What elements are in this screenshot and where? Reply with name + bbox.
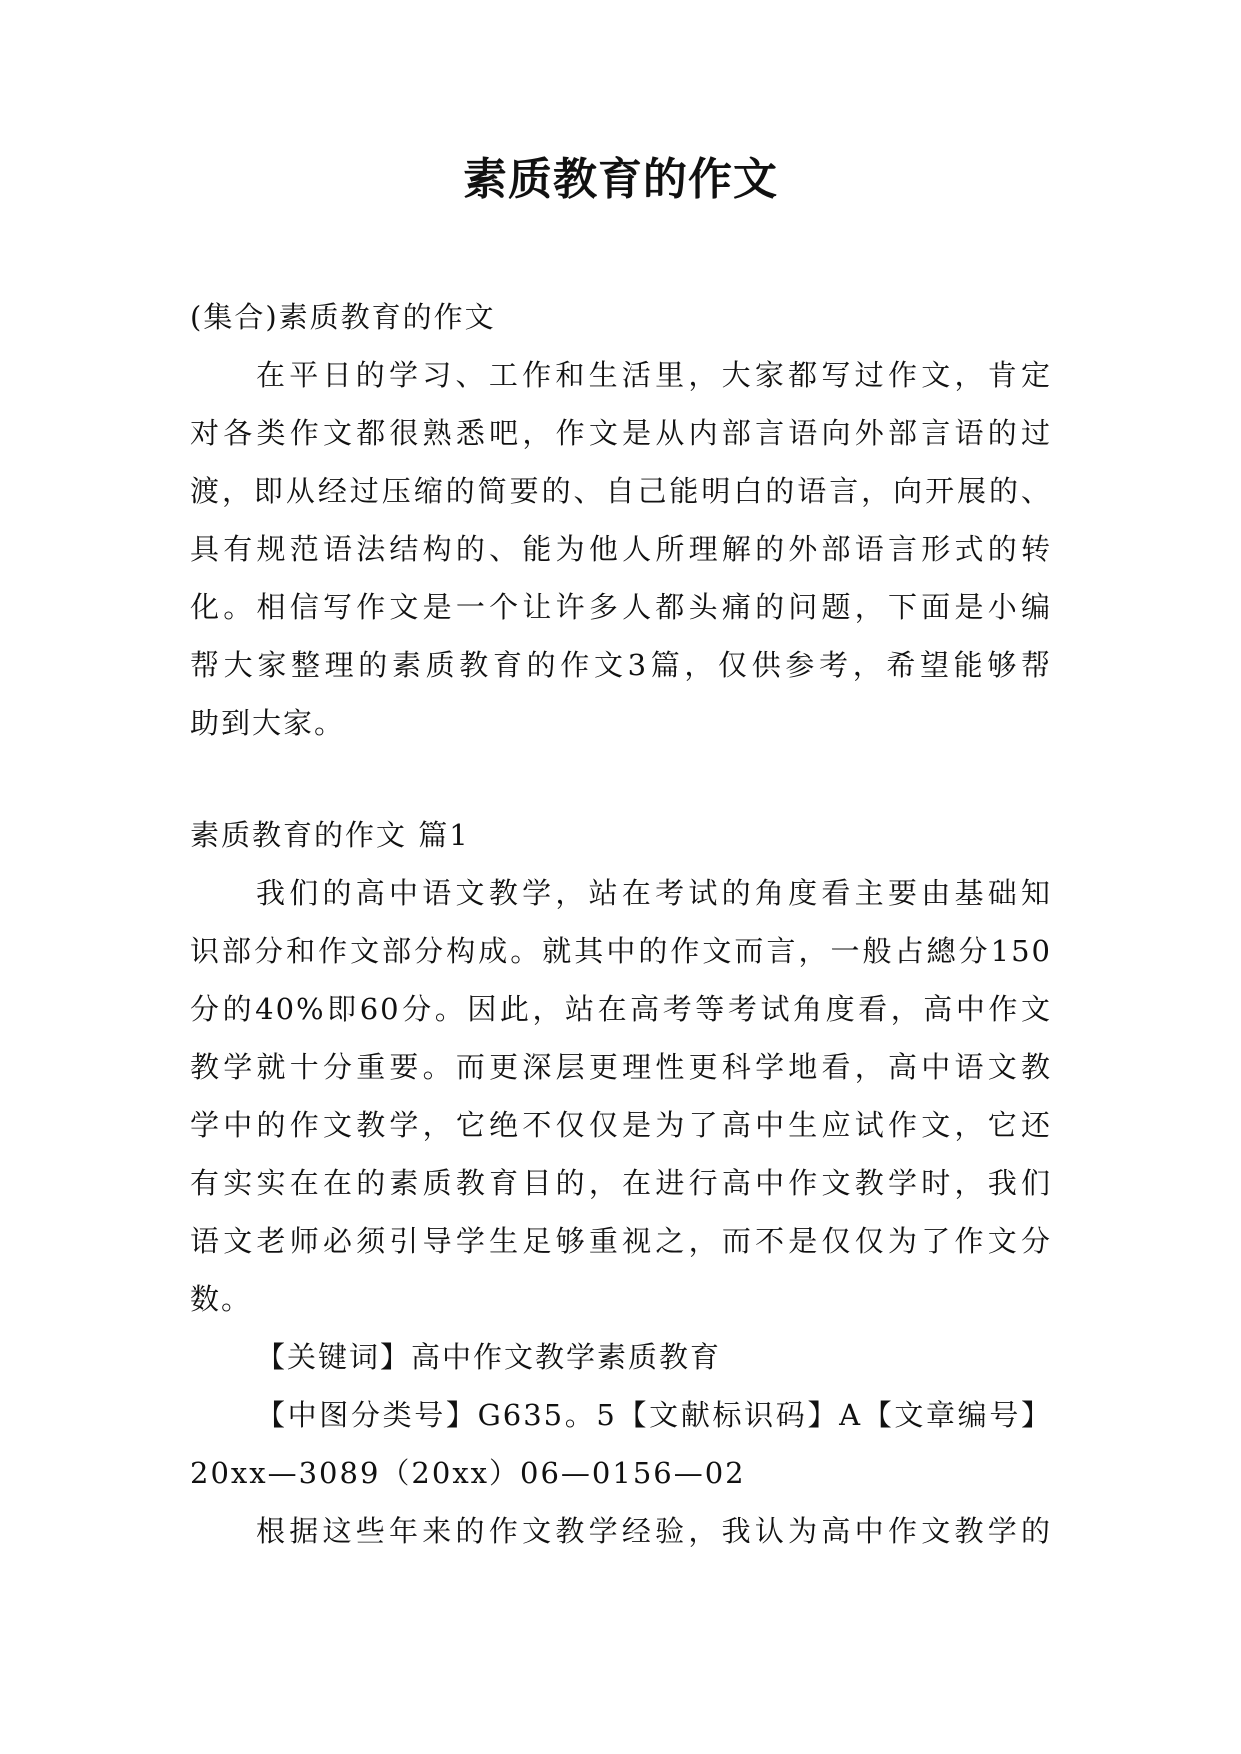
section-line: 根据这些年来的作文教学经验，我认为高中作文教学的: [256, 1514, 1052, 1548]
classification-line: 20xx—3089（20xx）06—0156—02: [190, 1456, 746, 1490]
intro-line: 对各类作文都很熟悉吧，作文是从内部言语向外部言语的过: [190, 416, 1052, 450]
document-title: 素质教育的作文: [463, 154, 778, 205]
intro-line: 在平日的学习、工作和生活里，大家都写过作文，肯定: [256, 358, 1052, 392]
intro-line: 具有规范语法结构的、能为他人所理解的外部语言形式的转: [190, 532, 1052, 566]
intro-line: 助到大家。: [190, 706, 346, 740]
section-heading: 素质教育的作文 篇1: [190, 818, 470, 852]
section-line: 语文老师必须引导学生足够重视之，而不是仅仅为了作文分: [190, 1224, 1052, 1258]
intro-line: 化。相信写作文是一个让许多人都头痛的问题，下面是小编: [190, 590, 1052, 624]
document-subtitle: (集合)素质教育的作文: [190, 300, 496, 334]
section-line: 我们的高中语文教学，站在考试的角度看主要由基础知: [256, 876, 1052, 910]
section-line: 教学就十分重要。而更深层更理性更科学地看，高中语文教: [190, 1050, 1052, 1084]
paragraph-gap: [190, 752, 1052, 806]
section-line: 有实实在在的素质教育目的，在进行高中作文教学时，我们: [190, 1166, 1052, 1200]
section-line: 分的40%即60分。因此，站在高考等考试角度看，高中作文: [190, 992, 1052, 1026]
section-line: 学中的作文教学，它绝不仅仅是为了高中生应试作文，它还: [190, 1108, 1052, 1142]
intro-line: 渡，即从经过压缩的简要的、自己能明白的语言，向开展的、: [190, 474, 1052, 508]
intro-line: 帮大家整理的素质教育的作文3篇，仅供参考，希望能够帮: [190, 648, 1052, 682]
section-line: 数。: [190, 1282, 253, 1316]
section-line: 识部分和作文部分构成。就其中的作文而言，一般占總分150: [190, 934, 1052, 968]
document-body: [190, 288, 1052, 1560]
keywords-line: 【关键词】高中作文教学素质教育: [256, 1340, 722, 1374]
classification-line: 【中图分类号】G635。5【文献标识码】A【文章编号】: [256, 1398, 1052, 1432]
